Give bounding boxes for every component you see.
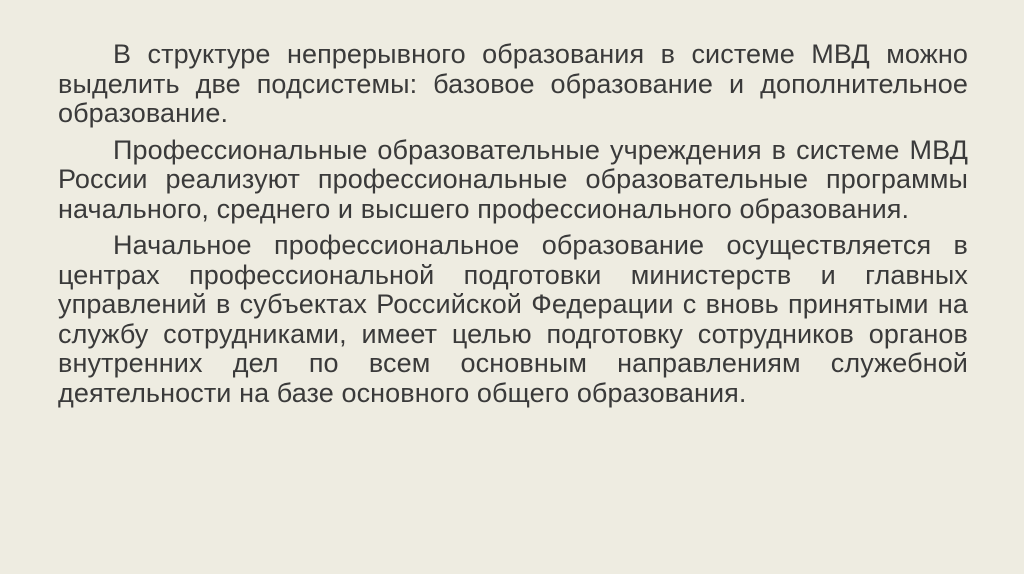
slide-text-body [58, 40, 968, 415]
paragraph-initial-professional-education: Начальное профессиональное образование осуществляется в центрах профессиональной подготовки министерств и главных управлений в субъектах Российской Федерации с вновь принятыми на службу сотрудниками, имеет целью подготовку сотрудников органов внутренних дел по всем основным направлениям служебной деятельности на базе основного общего образования. [58, 230, 968, 408]
paragraph-educational-institutions: Профессиональные образовательные учреждения в системе МВД России реализуют профессиональные образовательные программы начального, среднего и высшего профессионального образования. [58, 134, 968, 224]
paragraph-education-subsystems: В структуре непрерывного образования в системе МВД можно выделить две подсистемы: базовое образование и дополнительное образование. [58, 39, 968, 128]
